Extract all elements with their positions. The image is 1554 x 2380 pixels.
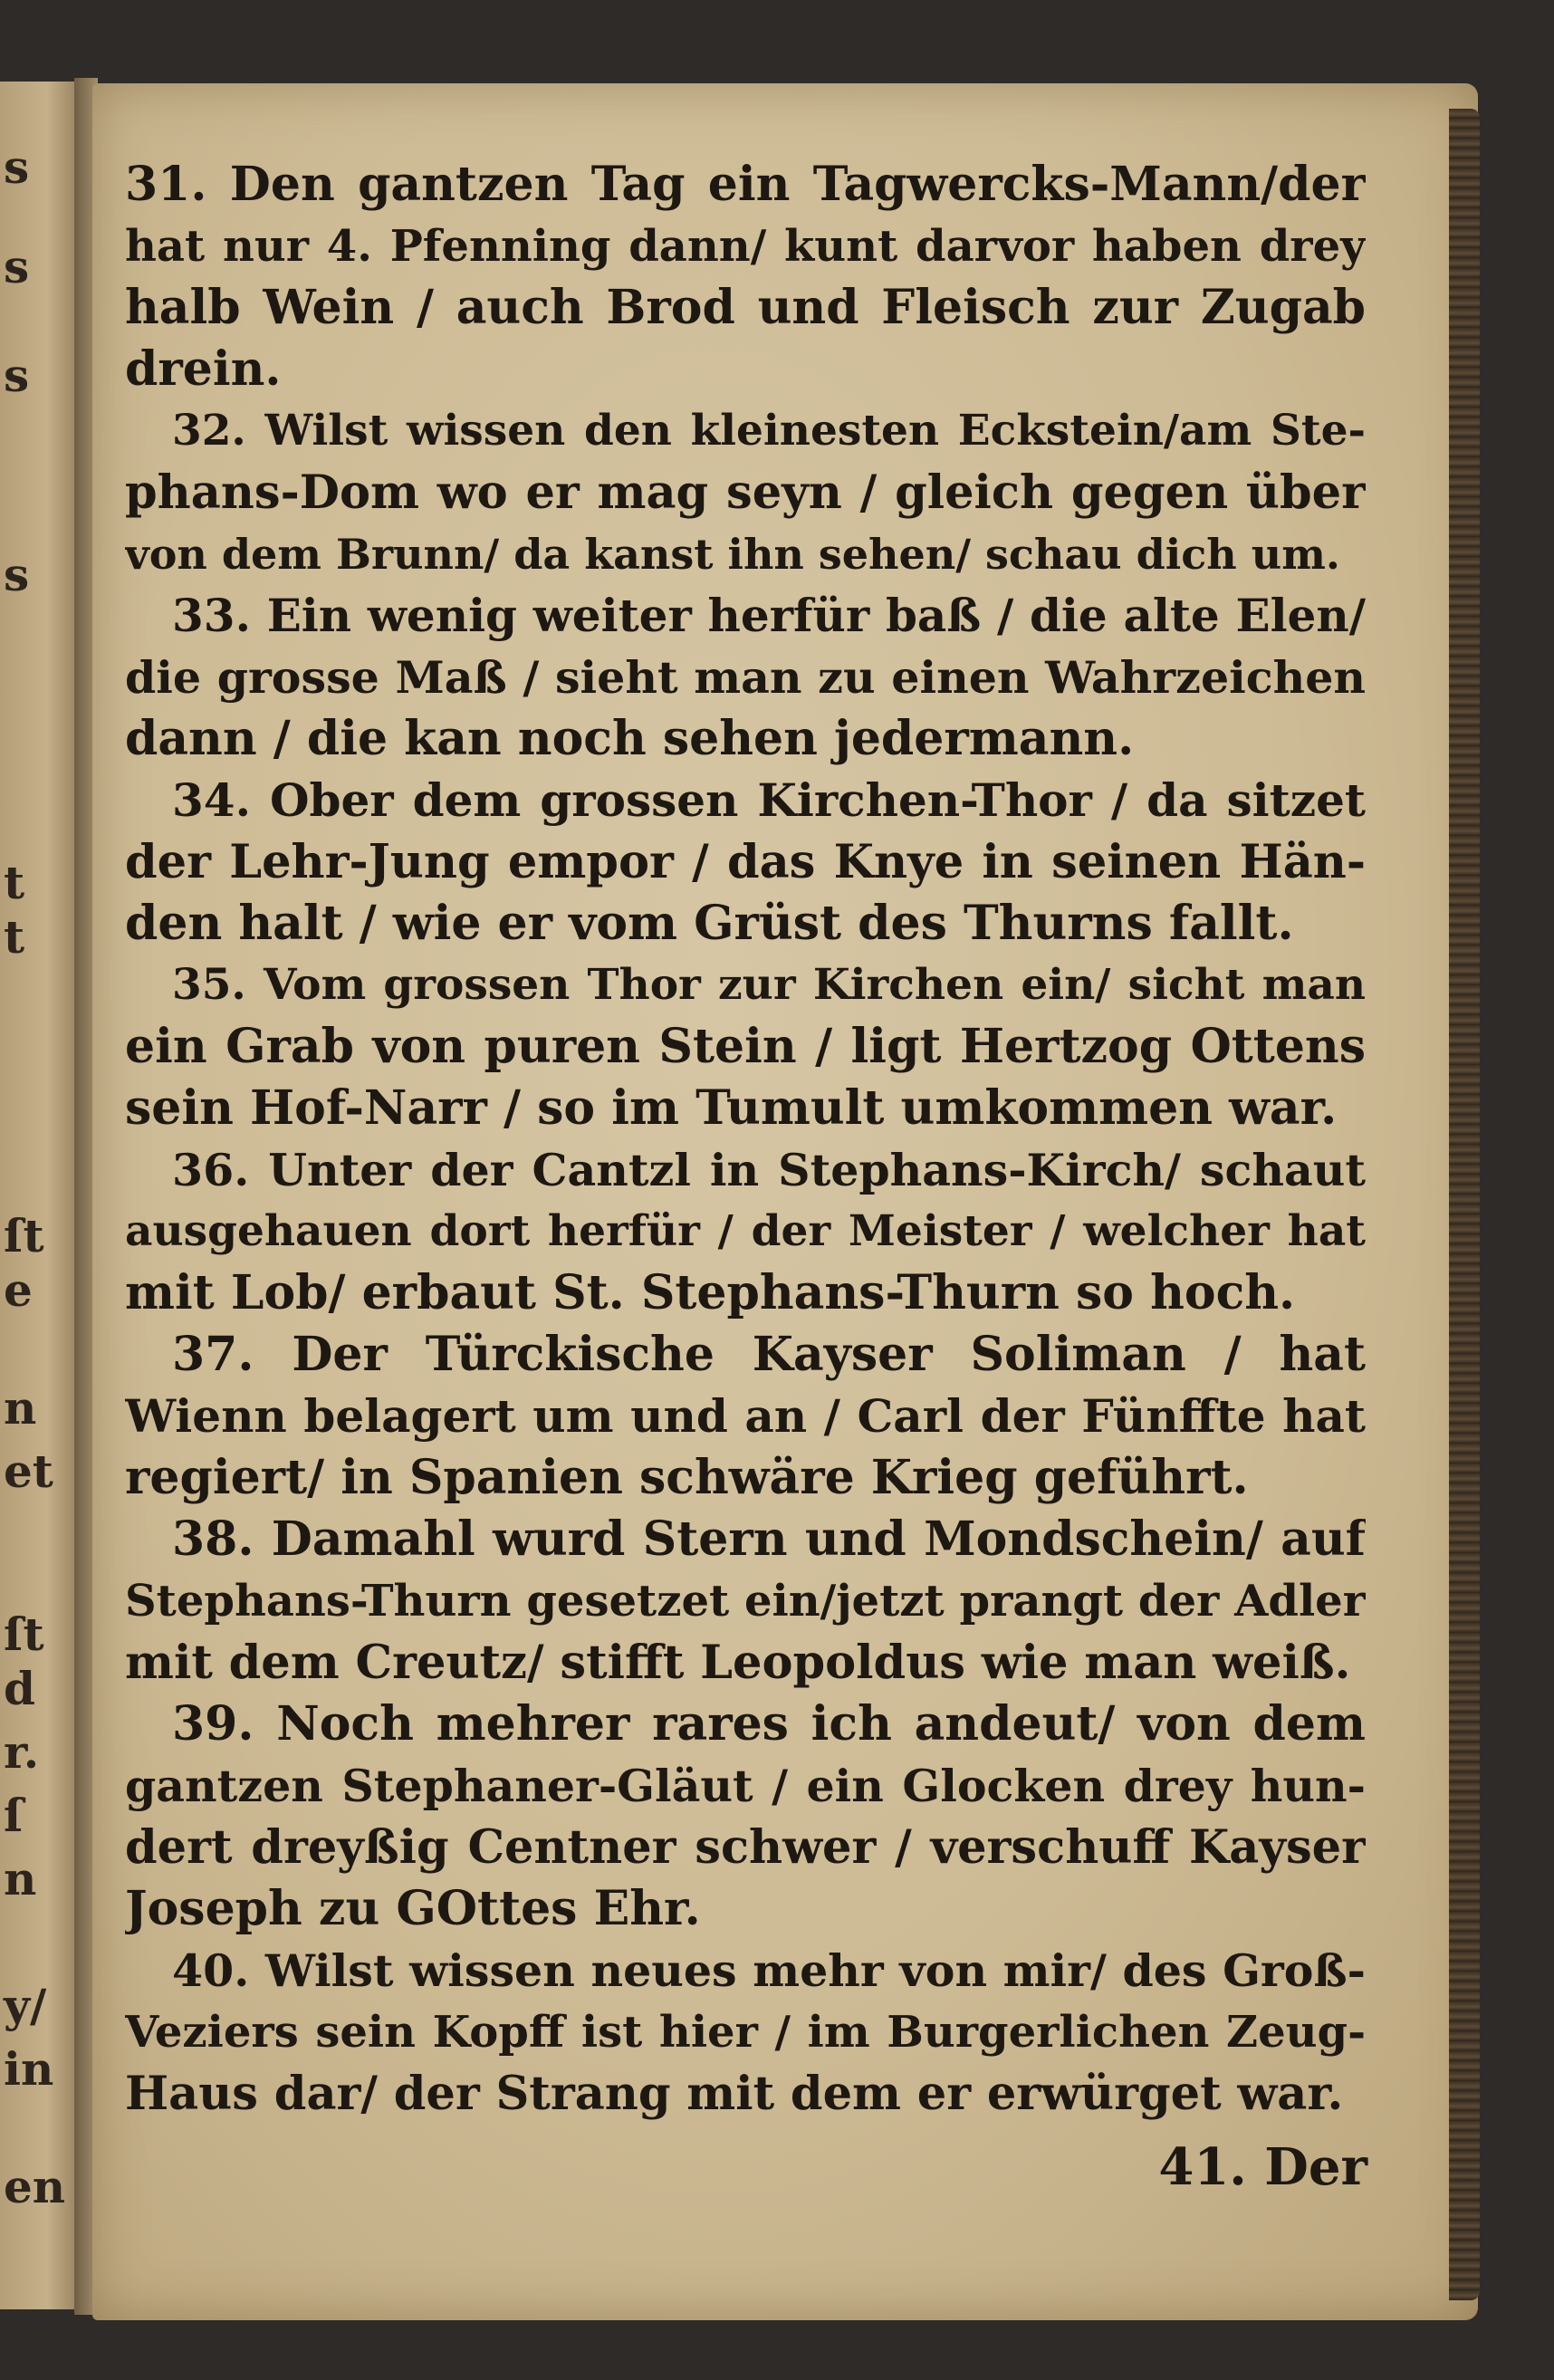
text-line: den halt / wie er vom Grüst des Thurns fallt. <box>125 896 1294 951</box>
facing-page-fragment: y/ <box>4 1979 47 2032</box>
text-line: der Lehr-Jung empor / das Knye in seinen Hän- <box>125 835 1366 889</box>
facing-page-fragment: t <box>4 910 25 964</box>
text-line: ein Grab von puren Stein / ligt Hertzog Ottens <box>125 1019 1366 1074</box>
text-line: dann / die kan noch sehen jedermann. <box>125 711 1135 766</box>
verse-33 <box>125 585 1366 770</box>
catchword: 41. Der <box>1158 2137 1367 2197</box>
facing-page-fragment: r. <box>4 1725 40 1779</box>
text-line: hat nur 4. Pfenning dann/ kunt darvor haben drey <box>125 221 1366 272</box>
text-line: 32. Wilst wissen den kleinesten Eckstein/am Ste- <box>172 406 1366 456</box>
text-line: Joseph zu GOttes Ehr. <box>125 1881 701 1936</box>
text-line: drein. <box>125 341 282 397</box>
text-line: mit Lob/ erbaut St. Stephans-Thurn so hoch. <box>125 1265 1296 1320</box>
verse-39 <box>125 1694 1366 1940</box>
facing-page-fragment: n <box>4 1852 37 1905</box>
text-line: 34. Ober dem grossen Kirchen-Thor / da sitzet <box>172 773 1366 827</box>
verse-34 <box>125 770 1366 955</box>
verse-36 <box>125 1139 1366 1324</box>
text-line: regiert/ in Spanien schwäre Krieg geführt. <box>125 1450 1249 1505</box>
text-line: Wienn belagert um und an / Carl der Fünffte hat <box>125 1389 1366 1443</box>
text-line: phans-Dom wo er mag seyn / gleich gegen über <box>125 465 1366 520</box>
text-line: 37. Der Türckische Kayser Soliman / hat <box>172 1327 1366 1382</box>
verse-31 <box>125 154 1366 400</box>
facing-page-fragment: d <box>4 1662 35 1715</box>
text-line: von dem Brunn/ da kanst ihn sehen/ schau dich um. <box>125 530 1340 579</box>
text-line: Stephans-Thurn gesetzet ein/jetzt prangt der Adler <box>125 1576 1366 1627</box>
text-line: sein Hof-Narr / so im Tumult umkommen war. <box>125 1080 1338 1136</box>
facing-page-fragment: ſt <box>4 1607 44 1661</box>
text-line: 38. Damahl wurd Stern und Mondschein/ auf <box>172 1511 1366 1567</box>
page-stack-edge <box>1449 109 1480 2300</box>
facing-page-fragment: ſ <box>4 1789 24 1842</box>
text-line: 36. Unter der Cantzl in Stephans-Kirch/ schaut <box>172 1144 1366 1196</box>
text-line: ausgehauen dort herfür / der Meister / welcher hat <box>125 1206 1366 1256</box>
facing-page-fragment: t <box>4 856 25 909</box>
text-line: 39. Noch mehrer rares ich andeut/ von dem <box>172 1696 1366 1751</box>
facing-page-fragment: s <box>4 548 30 601</box>
text-line: 40. Wilst wissen neues mehr von mir/ des Groß- <box>172 1944 1366 1997</box>
facing-page-fragment: s <box>4 140 30 194</box>
verse-37 <box>125 1324 1366 1509</box>
text-line: mit dem Creutz/ stifft Leopoldus wie man weiß. <box>125 1636 1351 1690</box>
text-line: dert dreyßig Centner schwer / verschuff Kayser <box>125 1820 1366 1875</box>
facing-page-fragment: ſt <box>4 1209 44 1262</box>
facing-page-fragment: en <box>4 2160 66 2213</box>
text-line: 33. Ein wenig weiter herfür baß / die alte Elen/ <box>172 589 1366 642</box>
facing-page-edge <box>0 82 78 2309</box>
facing-page-fragment: et <box>4 1444 53 1498</box>
verse-35 <box>125 955 1366 1139</box>
text-line: Veziers sein Kopff ist hier / im Burgerlichen Zeug- <box>125 2007 1366 2058</box>
facing-page-fragment: e <box>4 1263 33 1317</box>
page-text <box>125 154 1366 2125</box>
text-line: 35. Vom grossen Thor zur Kirchen ein/ sicht man <box>172 960 1366 1010</box>
verse-32 <box>125 400 1366 585</box>
text-line: die grosse Maß / sieht man zu einen Wahrzeichen <box>125 651 1366 704</box>
facing-page-fragment: n <box>4 1381 37 1435</box>
facing-page-fragment: s <box>4 349 30 402</box>
facing-page-fragment: s <box>4 240 30 293</box>
text-line: 31. Den gantzen Tag ein Tagwercks-Mann/der <box>125 157 1366 212</box>
text-line: halb Wein / auch Brod und Fleisch zur Zugab <box>125 280 1366 335</box>
verse-38 <box>125 1509 1366 1694</box>
text-line: gantzen Stephaner-Gläut / ein Glocken drey hun- <box>125 1760 1366 1812</box>
facing-page-fragment: in <box>4 2042 54 2096</box>
text-line: Haus dar/ der Strang mit dem er erwürget war. <box>125 2067 1344 2121</box>
verse-40 <box>125 1940 1366 2125</box>
